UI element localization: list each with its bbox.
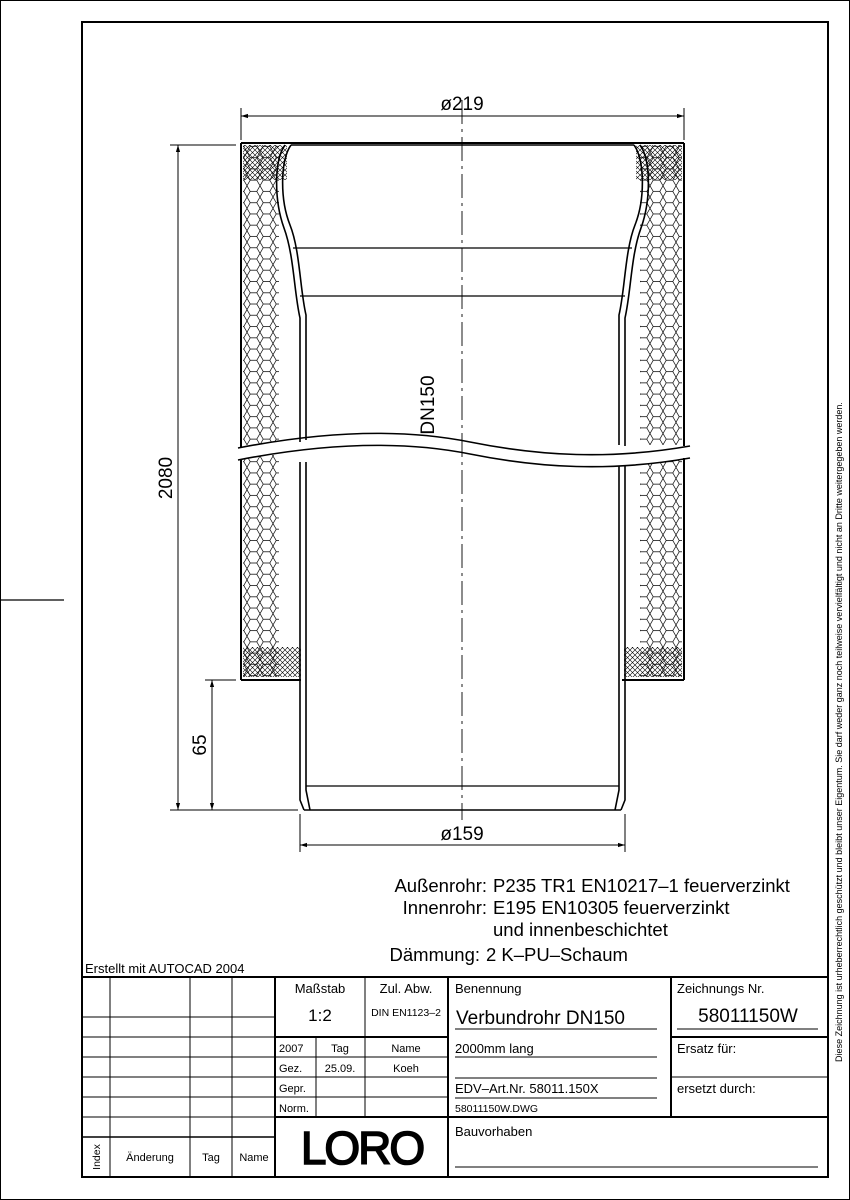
inner-pipe-spec: E195 EN10305 feuerverzinkt xyxy=(493,897,730,918)
length-dimension: 2080 xyxy=(156,456,177,500)
inner-diameter-dimension: ø159 xyxy=(440,824,484,845)
insulation-left-lower xyxy=(243,455,279,677)
bottom-cap-left xyxy=(243,647,301,677)
designation-value: Verbundrohr DN150 xyxy=(456,1008,625,1029)
outer-diameter-dimension: ø219 xyxy=(440,94,484,115)
change-header: Änderung xyxy=(126,1152,174,1164)
pipe-section-view xyxy=(238,100,690,820)
loro-logo xyxy=(301,1122,424,1174)
standard-label: Norm. xyxy=(279,1103,309,1115)
inner-pipe-spec-2: und innenbeschichtet xyxy=(493,919,668,940)
index-header: Index xyxy=(91,1144,103,1170)
insulation-right-lower xyxy=(640,455,682,677)
replaced-by-label: ersetzt durch: xyxy=(677,1081,756,1096)
drawn-name: Koeh xyxy=(393,1063,419,1075)
nominal-size-label: DN150 xyxy=(418,375,439,435)
drawing-number-value: 58011150W xyxy=(698,1006,798,1027)
length-text: 2000mm lang xyxy=(455,1041,534,1056)
drawn-label: Gez. xyxy=(279,1063,303,1075)
outer-pipe-label: Außenrohr: xyxy=(394,875,487,896)
tolerance-value: DIN EN1123–2 xyxy=(371,1007,441,1019)
inner-pipe-label: Innenrohr: xyxy=(402,897,487,918)
top-cap-left xyxy=(243,145,287,180)
change-name-header: Name xyxy=(239,1152,269,1164)
year-cell: 2007 xyxy=(279,1043,304,1055)
insulation-right-upper xyxy=(640,145,682,445)
project-label: Bauvorhaben xyxy=(455,1124,533,1139)
insulation-spec: 2 K–PU–Schaum xyxy=(486,944,628,965)
bottom-cap-right xyxy=(624,647,682,677)
drawn-date: 25.09. xyxy=(324,1063,356,1075)
insulation-left-upper xyxy=(243,145,279,445)
drawing-frame xyxy=(82,22,828,1177)
designation-label: Benennung xyxy=(455,981,522,996)
drawing-number-label: Zeichnungs Nr. xyxy=(677,981,765,996)
loro-logo-text: LORO xyxy=(300,1122,424,1174)
checked-label: Gepr. xyxy=(279,1083,306,1095)
name-header: Name xyxy=(391,1043,421,1055)
scale-value: 1:2 xyxy=(308,1006,332,1025)
change-day-header: Tag xyxy=(202,1152,220,1164)
outer-pipe-spec: P235 TR1 EN10217–1 feuerverzinkt xyxy=(493,875,790,896)
spigot-dimension: 65 xyxy=(190,734,211,756)
copyright-note: Diese Zeichnung ist urheberrechtlich geschützt und bleibt unser Eigentum. Sie darf weder ganz noch teilweise vervielfältigt und nicht an Dritte weitergegeben werden. xyxy=(834,402,844,1062)
created-with-note: Erstellt mit AUTOCAD 2004 xyxy=(85,961,245,976)
replacement-for-label: Ersatz für: xyxy=(677,1041,737,1056)
insulation-label: Dämmung: xyxy=(389,944,480,965)
article-number: EDV–Art.Nr. 58011.150X xyxy=(455,1081,599,1096)
day-header: Tag xyxy=(331,1043,349,1055)
scale-label: Maßstab xyxy=(294,981,346,996)
dwg-file-name: 58011150W.DWG xyxy=(455,1103,539,1115)
tolerance-label: Zul. Abw. xyxy=(379,981,433,996)
